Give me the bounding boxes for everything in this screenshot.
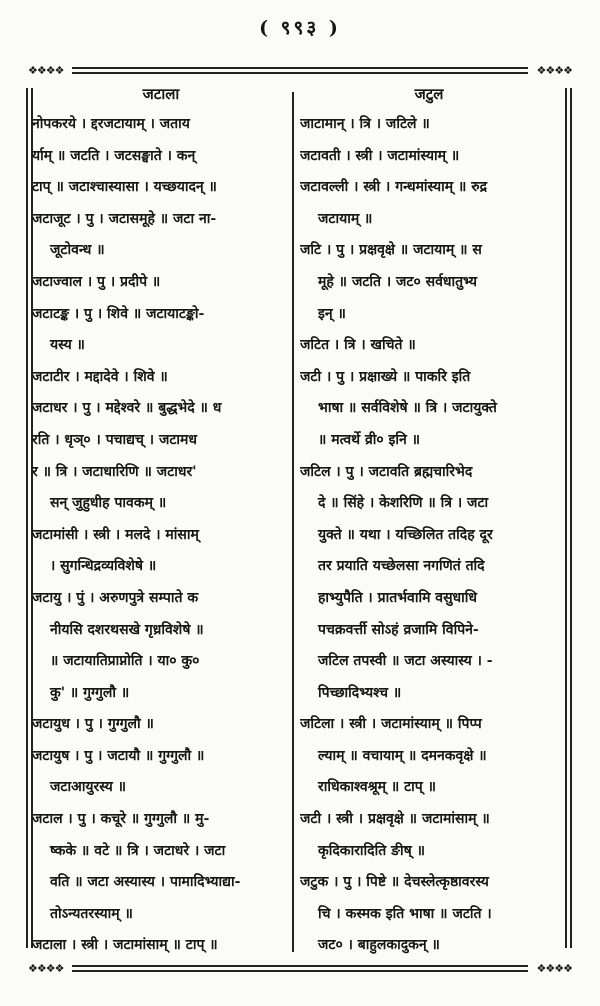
entry-line: जटी । पु । प्रक्षाख्ये ॥ पाकरि इति [300,368,471,385]
entry-line: जट० । बाहुलकादुकन् ॥ [318,937,440,954]
right-column-lines [300,109,558,962]
entry-line: जटुक । पु । पिष्टे ॥ देचस्लेत्कृष्ठावरस्य [300,874,489,891]
left-column-header: जटाला [142,85,180,103]
right-border-rule-inner [565,88,567,948]
entry-line: जटाला । स्त्री । जटामांसाम् ॥ टाप् ॥ [32,937,218,954]
entry-line: र्याम् ॥ जटति । जटसङ्घाते । कन् [32,147,196,164]
entry-line: जाटामान् । त्रि । जटिले ॥ [300,116,430,132]
entry-line: ल्याम् ॥ वचायाम् ॥ दमनकवृक्षे ॥ [318,747,487,764]
entry-line: चि । कस्मक इति भाषा ॥ जटति । [318,905,492,922]
top-rule-outer [72,67,528,69]
entry-line: टाप् ॥ जटाश्चास्यासा । यच्छयादन् ॥ [32,179,217,196]
ornament-bottom-right: ❖❖❖❖ [536,962,572,975]
entry-line: जटाजूट । पु । जटासमूहे ॥ जटा ना- [32,210,217,227]
entry-line: नीयसि दशरथसखे गृध्रविशेषे ॥ [50,621,204,638]
entry-line: । सुगन्धिद्रव्यविशेषे ॥ [50,558,157,575]
entry-line: जटि । पु । प्रक्षवृक्षे ॥ जटायाम् ॥ स [300,242,482,259]
ornament-top-left: ❖❖❖❖ [28,64,64,77]
entry-line: पिच्छादिभ्यश्च ॥ [318,684,402,701]
entry-line: तर प्रयाति यच्छेलसा नगणितं तदि [318,558,485,575]
top-rule-inner [72,72,528,74]
entry-line: जटायुष । पु । जटायौ ॥ गुग्गुलौ ॥ [32,747,205,764]
entry-line: जटाटीर । मद्दादेवे । शिवे ॥ [32,368,168,385]
page-number: ( ९९३ ) [259,17,341,39]
entry-line: जटिल । पु । जटावति ब्रह्मचारिभेद [300,463,473,480]
left-column-lines [32,109,290,962]
bottom-rule-inner [72,970,528,972]
entry-line: कृदिकारादिति ङीष् ॥ [318,842,425,859]
entry-line: जटाल । पु । कचूरे ॥ गुग्गुलौ ॥ मु- [32,811,210,828]
entry-line: जटाआयुरस्य ॥ [50,779,127,796]
entry-line: जटिला । स्त्री । जटामांस्याम् ॥ पिप्प [300,716,482,733]
entry-line: ॥ जटायातिप्राप्नोति । या० कु० [50,653,200,670]
ornament-bottom-left: ❖❖❖❖ [28,962,64,975]
left-border-rule [26,88,28,948]
entry-line: जटायाम् ॥ [318,210,373,227]
left-column [32,82,290,962]
entry-line: यस्य ॥ [50,337,85,354]
entry-line: ॥ मत्वर्थे व्री० इनि ॥ [318,431,421,448]
right-border-rule [570,88,572,948]
entry-line: जटायुध । पु । गुग्गुलौ ॥ [32,716,154,733]
entry-line: कु' ॥ गुग्गुलौ ॥ [50,684,130,701]
entry-line: युक्ते ॥ यथा । यच्छिलित तदिह दूर [318,526,493,543]
top-border [28,64,572,78]
entry-line: जटावल्ली । स्त्री । गन्धमांस्याम् ॥ रुद्र [300,179,488,196]
column-divider [292,92,294,952]
entry-line: भाषा ॥ सर्वविशेषे ॥ त्रि । जटायुक्ते [318,400,497,417]
entry-line: रति । धृञ्० । पचाद्यच् । जटामध [32,431,198,448]
entry-line: सन् जुहुधीह पावकम् ॥ [50,495,167,512]
right-column [300,82,558,962]
entry-line: जटिल तपस्वी ॥ जटा अस्यास्य । - [318,653,493,670]
entry-line: जटाटङ्क । पु । शिवे ॥ जटायाटङ्को- [32,305,205,322]
entry-line: नोपकरये । द्दरजटायाम् । जताय [32,116,190,132]
entry-line: हाभ्युपैति । प्रातर्भवामि वसुधाधि [318,589,478,606]
entry-line: राधिकाश्वश्रूम् ॥ टाप् ॥ [318,779,437,796]
ornament-top-right: ❖❖❖❖ [536,64,572,77]
bottom-rule-outer [72,965,528,967]
entry-line: जटाधर । पु । मद्देश्वरे ॥ बुद्धभेदे ॥ ध [32,400,222,417]
entry-line: जटी । स्त्री । प्रक्षवृक्षे ॥ जटामांसाम् ॥ [300,811,490,828]
entry-line: जटावती । स्त्री । जटामांस्याम् ॥ [300,147,460,164]
bottom-border [28,962,572,976]
entry-line: तोऽन्यतरस्याम् ॥ [50,905,133,922]
entry-line: पचक्रवर्त्ती सोऽहं व्रजामि विपिने- [318,621,479,638]
entry-line: जटामांसी । स्त्री । मलदे । मांसाम् [32,526,199,543]
right-column-header: जटुल [414,85,444,103]
entry-line: जटाज्वाल । पु । प्रदीपे ॥ [32,273,161,290]
entry-line: वति ॥ जटा अस्यास्य । पामादिभ्याद्या- [50,874,241,891]
entry-line: दे ॥ सिंहे । केशरिणि ॥ त्रि । जटा [318,495,489,512]
entry-line: जूटोवन्ध ॥ [50,242,105,259]
entry-line: जटायु । पुं । अरुणपुत्रे सम्पाते क [32,589,199,606]
entry-line: जटित । त्रि । खचिते ॥ [300,337,416,354]
entry-line: र ॥ त्रि । जटाधारिणि ॥ जटाधर' [32,463,197,480]
entry-line: मूहे ॥ जटति । जट० सर्वधातुभ्य [318,273,478,290]
entry-line: ष्कके ॥ वटे ॥ त्रि । जटाधरे । जटा [50,842,226,859]
entry-line: इन् ॥ [318,305,346,322]
